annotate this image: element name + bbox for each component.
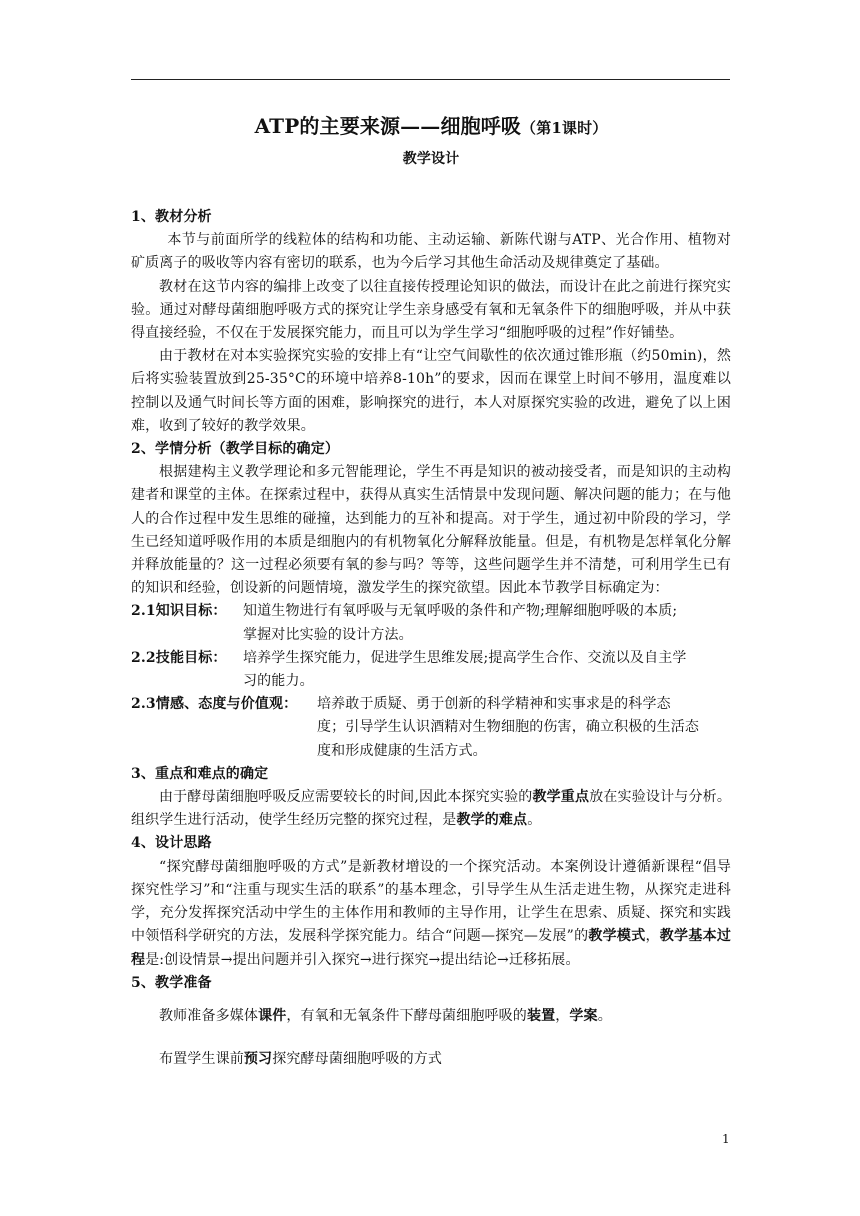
bold-term: 课件 [258,1007,287,1024]
bold-term: 学案 [569,1007,598,1024]
section-heading-5: 5、教学准备 [131,974,212,991]
goal-text: 培养敢于质疑、勇于创新的科学精神和实事求是的科学态 度；引导学生认识酒精对生物细胞的伤害，确立积极的生活态 度和形成健康的生活方式。 [317,696,700,759]
bold-term: 教学模式 [588,928,646,945]
bold-term: 教学的难点 [456,812,528,829]
document-title [131,112,731,142]
bold-term: 预习 [243,1051,273,1068]
title-main: ATP的主要来源——细胞呼吸 [254,114,522,138]
goal-label: 2.1知识目标： [131,603,227,620]
paragraph: 教师准备多媒体课件，有氧和无氧条件下酵母菌细胞呼吸的装置，学案。 [159,1007,612,1024]
section-heading-1: 1、教材分析 [131,209,212,225]
section-heading-2: 2、学情分析（教学目标的确定） [131,441,339,458]
paragraph: 由于教材在对本实验探究实验的安排上有“让空气间歇性的依次通过锥形瓶（约50min)，然后将实验装置放到25-35°C的环境中培养8-10h”的要求，因而在课堂上时间不够用，温度难以控制以及通气时间长等方面的困难，影响探究的进行，本人对原探究实验的改进，避免了以上困难，收到了较好的教学效果。 [131,348,731,434]
goal-emotion [131,693,731,763]
paragraph: 布置学生课前预习探究酵母菌细胞呼吸的方式 [159,1051,443,1068]
document-body [131,112,731,1071]
document-subtitle: 教学设计 [402,151,460,167]
goal-text: 培养学生探究能力，促进学生思维发展;提高学生合作、交流以及自主学 习的能力。 [243,649,687,690]
paragraph: 由于酵母菌细胞呼吸反应需要较长的时间,因此本探究实验的教学重点放在实验设计与分析。组织学生进行活动，使学生经历完整的探究过程，是教学的难点。 [131,789,731,829]
goal-knowledge [131,600,731,646]
paragraph: 本节与前面所学的线粒体的结构和功能、主动运输、新陈代谢与ATP、光合作用、植物对矿质离子的吸收等内容有密切的联系，也为今后学习其他生命活动及规律奠定了基础。 [131,232,731,272]
paragraph: 教材在这节内容的编排上改变了以往直接传授理论知识的做法，而设计在此之前进行探究实验。通过对酵母菌细胞呼吸方式的探究让学生亲身感受有氧和无氧条件下的细胞呼吸，并从中获得直接经验，不仅在于发展探究能力，而且可以为学生学习“细胞呼吸的过程”作好铺垫。 [131,278,731,342]
bold-term: 装置 [526,1007,556,1024]
section-heading-3: 3、重点和难点的确定 [131,765,269,782]
goal-label: 2.2技能目标： [131,649,227,666]
paragraph: “探究酵母菌细胞呼吸的方式”是新教材增设的一个探究活动。本案例设计遵循新课程“倡导探究性学习”和“注重与现实生活的联系”的基本理念，引导学生从生活走进生物，从探究走进科学，充分发挥探究活动中学生的主体作用和教师的主导作用，让学生在思索、质疑、探究和实践中领悟科学研究的方法，发展科学探究能力。结合“问题—探究—发展”的教学模式，教学基本过程是:创设情景→提出问题并引入探究→进行探究→提出结论→迁移拓展。 [131,858,732,968]
section-heading-4: 4、设计思路 [131,835,212,852]
header-rule [131,79,730,80]
title-suffix: （第1课时） [521,119,608,137]
bold-term: 教学重点 [532,789,590,806]
page-number: 1 [722,1132,730,1146]
goal-text: 知道生物进行有氧呼吸与无氧呼吸的条件和产物;理解细胞呼吸的本质; 掌握对比实验的设计方法。 [243,603,678,643]
bold-term: 教学基本过程 [131,928,732,968]
goal-skill [131,647,731,693]
paragraph: 根据建构主义教学理论和多元智能理论，学生不再是知识的被动接受者，而是知识的主动构建者和课堂的主体。在探索过程中，获得从真实生活情景中发现问题、解决问题的能力；在与他人的合作过程中发生思维的碰撞，达到能力的互补和提高。对于学生，通过初中阶段的学习，学生已经知道呼吸作用的本质是细胞内的有机物氧化分解释放能量。但是，有机物是怎样氧化分解并释放能量的？这一过程必须要有氧的参与吗？等等，这些问题学生并不清楚，可利用学生已有的知识和经验，创设新的问题情境，激发学生的探究欲望。因此本节教学目标确定为： [131,464,731,597]
goal-label: 2.3情感、态度与价值观： [131,696,298,713]
